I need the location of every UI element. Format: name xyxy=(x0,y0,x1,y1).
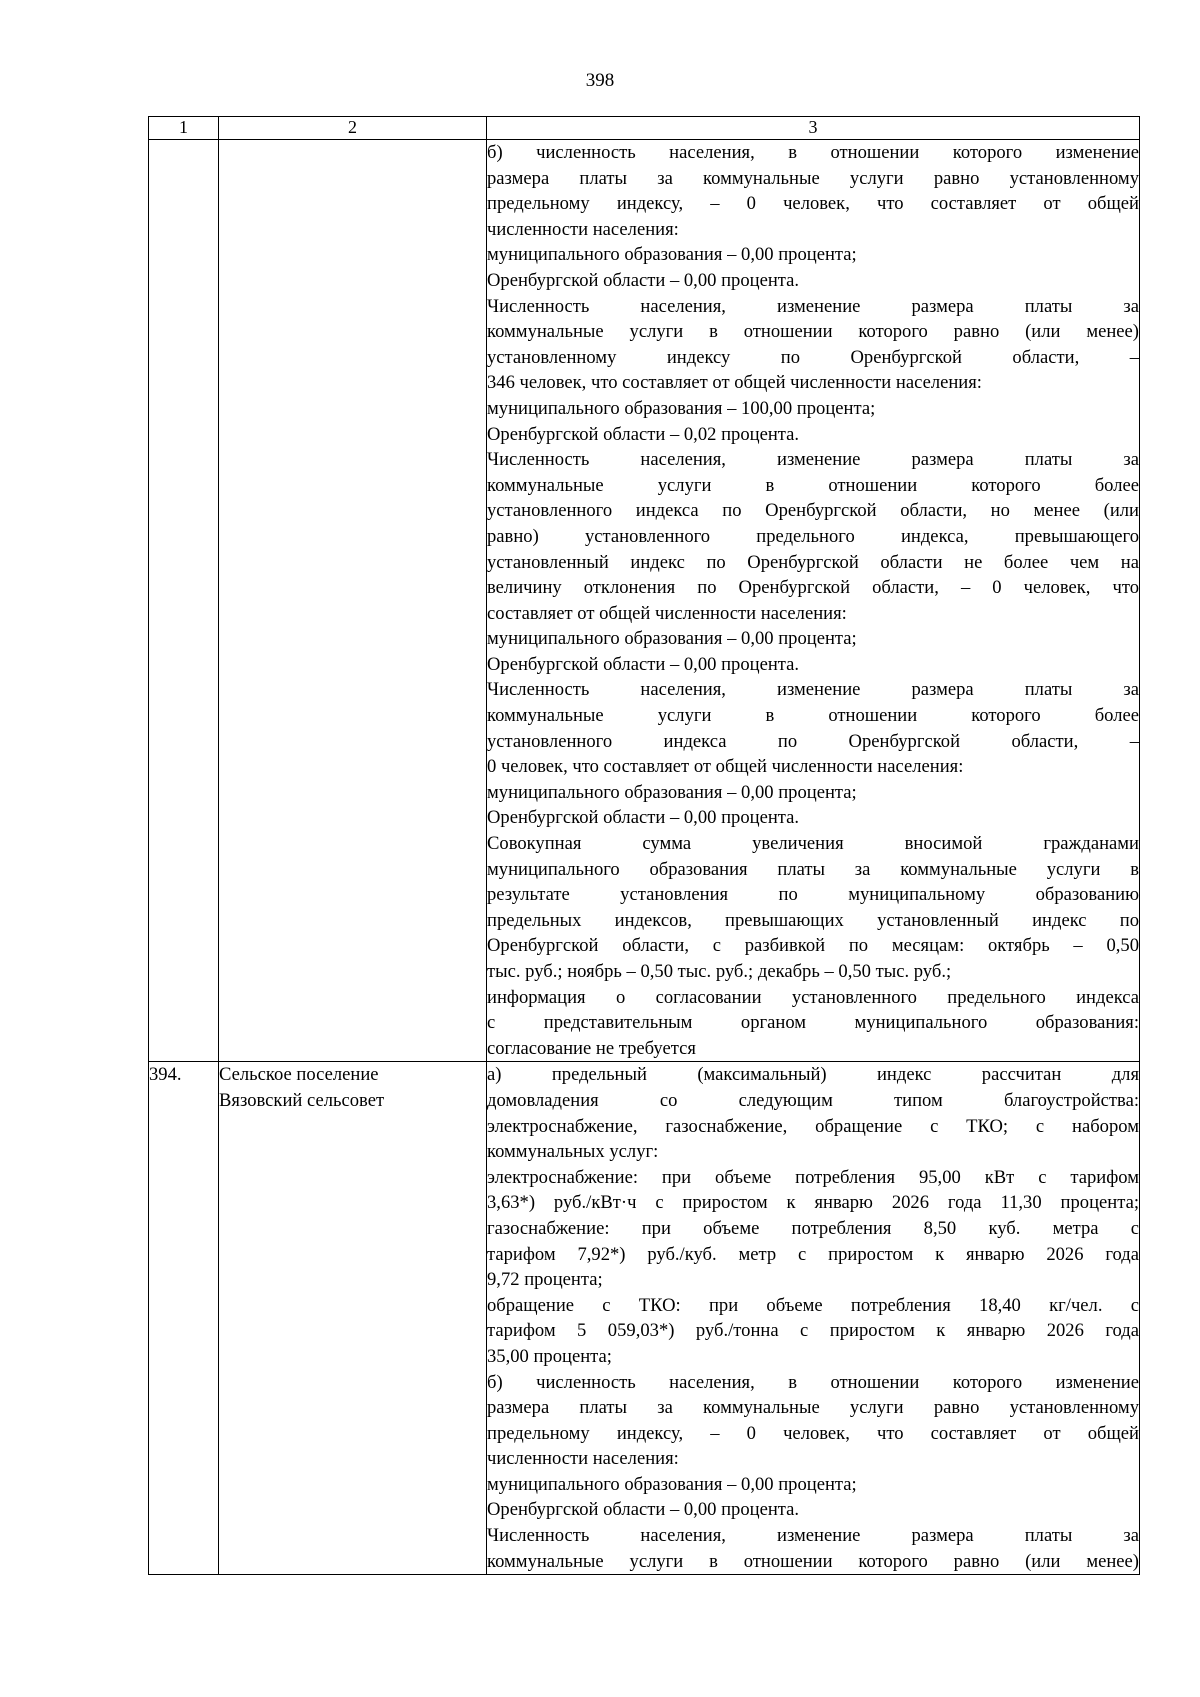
text-line: результате установления по муниципальному образованию xyxy=(487,884,1139,906)
text-line: информация о согласовании установленного предельного индекса xyxy=(487,986,1139,1008)
page-number: 398 xyxy=(585,70,615,91)
text-line: муниципального образования платы за коммунальные услуги в xyxy=(487,858,1139,880)
text-line: Оренбургской области, с разбивкой по месяцам: октябрь – 0,50 xyxy=(487,935,1139,957)
row-text xyxy=(487,1062,1140,1575)
text-line: предельному индексу, – 0 человек, что составляет от общей xyxy=(487,193,1139,215)
table-header-row xyxy=(149,117,1140,140)
text-line: обращение с ТКО: при объеме потребления 18,40 кг/чел. с xyxy=(487,1294,1139,1316)
text-line: муниципального образования – 0,00 процента; xyxy=(487,244,857,266)
text-line: коммунальные услуги в отношении которого равно (или менее) xyxy=(487,321,1139,343)
text-line: тарифом 5 059,03*) руб./тонна с приростом к январю 2026 года xyxy=(487,1320,1139,1342)
municipality-name xyxy=(219,140,487,1062)
text-line: муниципального образования – 0,00 процента; xyxy=(487,1473,857,1495)
text-line: газоснабжение: при объеме потребления 8,50 куб. метра с xyxy=(487,1217,1139,1239)
text-line: Численность населения, изменение размера платы за xyxy=(487,679,1139,701)
row-number xyxy=(149,140,219,1062)
table-row xyxy=(149,1062,1140,1575)
text-line: Оренбургской области – 0,00 процента. xyxy=(487,653,800,675)
text-line: установленному индексу по Оренбургской области, – xyxy=(487,346,1139,368)
text-line: Численность населения, изменение размера платы за xyxy=(487,1525,1139,1547)
text-line: Численность населения, изменение размера платы за xyxy=(487,449,1139,471)
text-line: а) предельный (максимальный) индекс рассчитан для xyxy=(487,1064,1139,1086)
text-line: коммунальные услуги в отношении которого равно (или менее) xyxy=(487,1550,1139,1572)
text-line: тарифом 7,92*) руб./куб. метр с приростом к январю 2026 года xyxy=(487,1243,1139,1265)
text-line: равно) установленного предельного индекса, превышающего xyxy=(487,525,1139,547)
text-line: установленный индекс по Оренбургской области не более чем на xyxy=(487,551,1139,573)
text-line: Оренбургской области – 0,00 процента. xyxy=(487,1499,800,1521)
text-line: предельных индексов, превышающих установленный индекс по xyxy=(487,909,1139,931)
column-header-1: 1 xyxy=(149,117,219,140)
text-line: электроснабжение, газоснабжение, обращение с ТКО; с набором xyxy=(487,1115,1139,1137)
text-line: 0 человек, что составляет от общей численности населения: xyxy=(487,756,964,778)
text-line: составляет от общей численности населения: xyxy=(487,602,847,624)
table-row xyxy=(149,140,1140,1062)
name-line: Вязовский сельсовет xyxy=(219,1089,385,1111)
text-line: установленного индекса по Оренбургской области, – xyxy=(487,730,1139,752)
text-line: Совокупная сумма увеличения вносимой гражданами xyxy=(487,833,1139,855)
text-line: домовладения со следующим типом благоустройства: xyxy=(487,1089,1139,1111)
text-line: б) численность населения, в отношении которого изменение xyxy=(487,1371,1139,1393)
text-line: электроснабжение: при объеме потребления 95,00 кВт с тарифом xyxy=(487,1166,1139,1188)
text-line: Оренбургской области – 0,00 процента. xyxy=(487,807,800,829)
column-header-3: 3 xyxy=(487,117,1140,140)
text-line: Численность населения, изменение размера платы за xyxy=(487,295,1139,317)
text-line: согласование не требуется xyxy=(487,1037,696,1059)
text-line: численности населения: xyxy=(487,218,679,240)
text-line: Оренбургской области – 0,00 процента. xyxy=(487,269,800,291)
text-line: 35,00 процента; xyxy=(487,1345,612,1367)
text-line: численности населения: xyxy=(487,1448,679,1470)
row-number: 394. xyxy=(149,1062,219,1575)
text-line: с представительным органом муниципального образования: xyxy=(487,1012,1139,1034)
text-line: величину отклонения по Оренбургской области, – 0 человек, что xyxy=(487,577,1139,599)
name-line: Сельское поселение xyxy=(219,1064,379,1086)
text-line: Оренбургской области – 0,02 процента. xyxy=(487,423,800,445)
text-line: коммунальные услуги в отношении которого более xyxy=(487,705,1139,727)
text-line: 3,63*) руб./кВт·ч с приростом к январю 2026 года 11,30 процента; xyxy=(487,1192,1139,1214)
text-line: 9,72 процента; xyxy=(487,1269,603,1291)
text-line: муниципального образования – 0,00 процента; xyxy=(487,781,857,803)
table-body xyxy=(149,140,1140,1575)
text-line: муниципального образования – 100,00 процента; xyxy=(487,397,876,419)
row-text xyxy=(487,140,1140,1062)
municipality-name xyxy=(219,1062,487,1575)
text-line: муниципального образования – 0,00 процента; xyxy=(487,628,857,650)
document-table xyxy=(148,116,1140,1575)
column-header-2: 2 xyxy=(219,117,487,140)
text-line: 346 человек, что составляет от общей численности населения: xyxy=(487,372,982,394)
text-line: размера платы за коммунальные услуги равно установленному xyxy=(487,1397,1139,1419)
text-line: размера платы за коммунальные услуги равно установленному xyxy=(487,167,1139,189)
text-line: коммунальные услуги в отношении которого более xyxy=(487,474,1139,496)
text-line: коммунальных услуг: xyxy=(487,1141,659,1163)
text-line: предельному индексу, – 0 человек, что составляет от общей xyxy=(487,1422,1139,1444)
text-line: б) численность населения, в отношении которого изменение xyxy=(487,142,1139,163)
text-line: установленного индекса по Оренбургской области, но менее (или xyxy=(487,500,1139,522)
text-line: тыс. руб.; ноябрь – 0,50 тыс. руб.; декабрь – 0,50 тыс. руб.; xyxy=(487,961,952,982)
